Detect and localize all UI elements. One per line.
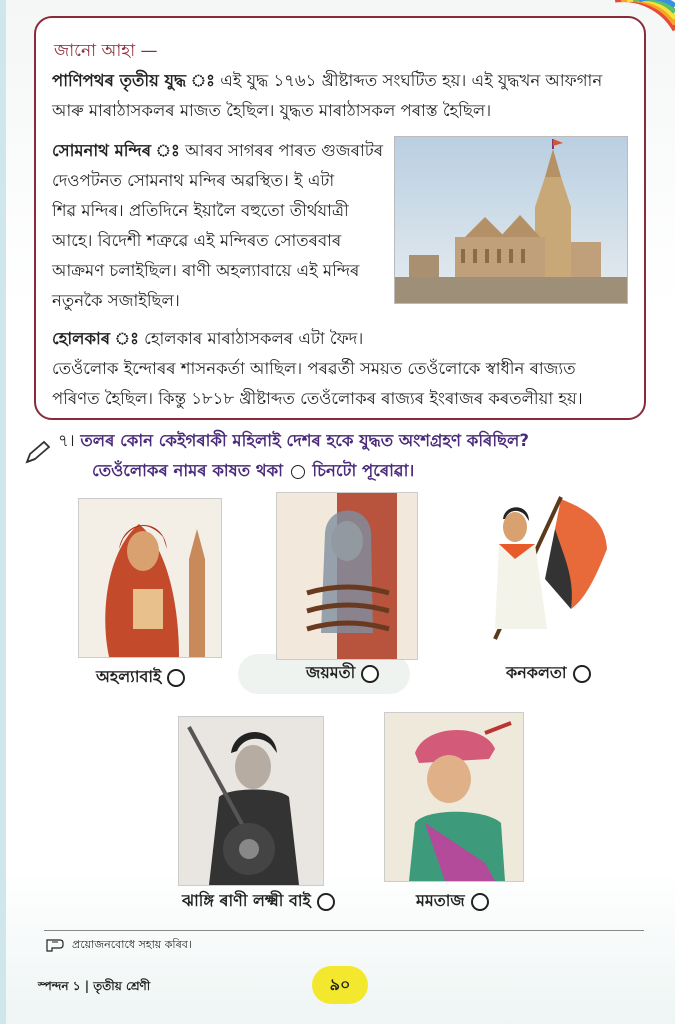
teacher-footnote <box>46 936 192 955</box>
jhansi-rani-option <box>182 888 335 915</box>
panipath-heading: পাণিপথৰ তৃতীয় যুদ্ধ ঃ <box>52 71 215 90</box>
holkar-line-1: হোলকাৰ মাৰাঠাসকলৰ এটা ফৈদ। <box>138 329 364 348</box>
textbook-page <box>6 0 675 1024</box>
question-line-2b: চিনটো পূৰোৱা। <box>312 461 415 480</box>
ahalyabai-label: অহল্যাবাই <box>96 667 162 686</box>
panipath-paragraph <box>52 66 632 126</box>
pencil-icon <box>24 440 52 470</box>
holkar-paragraph <box>52 324 642 414</box>
somnath-line-6: নতুনকৈ সজাইছিল। <box>52 291 180 310</box>
joymoti-label: জয়মতী <box>306 663 356 682</box>
page-number-badge: ৯০ <box>312 966 368 1004</box>
question-line-2a: তেওঁলোকৰ নামৰ কাষত থকা <box>92 461 283 480</box>
joymoti-option <box>306 660 379 687</box>
mumtaz-checkbox[interactable] <box>471 893 489 911</box>
holkar-line-3: পৰিণত হৈছিল। কিন্তু ১৮১৮ খ্ৰীষ্টাব্দত তেওঁলোকৰ ৰাজ্যৰ ইংৰাজৰ কৰতলীয়া হয়। <box>52 389 583 408</box>
box-title: জানো আহা — <box>54 41 158 61</box>
panipath-line-1: এই যুদ্ধ ১৭৬১ খ্ৰীষ্টাব্দত সংঘটিত হয়। এই যুদ্ধখন আফগান <box>214 71 603 90</box>
question-line-1: তলৰ কোন কেইগৰাকী মহিলাই দেশৰ হকে যুদ্ধত অংশগ্ৰহণ কৰিছিল? <box>80 431 529 450</box>
somnath-paragraph <box>52 136 392 316</box>
joymoti-checkbox[interactable] <box>361 665 379 683</box>
question-number: ৭। <box>58 431 75 450</box>
kanaklata-checkbox[interactable] <box>573 665 591 683</box>
joymoti-image <box>276 492 418 660</box>
somnath-temple-image <box>394 136 628 304</box>
somnath-line-1: আৰব সাগৰৰ পাৰত গুজৰাটৰ <box>179 141 384 160</box>
holkar-line-2: তেওঁলোক ইন্দোৰৰ শাসনকৰ্তা আছিল। পৰৱৰ্তী সময়ত তেওঁলোকে স্বাধীন ৰাজ্যত <box>52 359 576 378</box>
hand-pointer-icon <box>46 936 68 955</box>
book-title: স্পন্দন ১ | তৃতীয় শ্ৰেণী <box>38 979 151 993</box>
ahalyabai-option <box>96 664 185 691</box>
kanaklata-label: কনকলতা <box>506 663 567 682</box>
kanaklata-image <box>474 488 616 650</box>
circle-symbol-icon <box>291 465 305 479</box>
somnath-line-4: আহে। বিদেশী শত্ৰুৱে এই মন্দিৰত সোতৰবাৰ <box>52 231 342 250</box>
jhansi-rani-checkbox[interactable] <box>317 893 335 911</box>
mumtaz-image <box>384 712 524 882</box>
jhansi-rani-image <box>178 716 324 886</box>
somnath-line-3: শিৱ মন্দিৰ। প্ৰতিদিনে ইয়ালৈ বহুতো তীৰ্থযাত্ৰী <box>52 201 349 220</box>
somnath-heading: সোমনাথ মন্দিৰ ঃ <box>52 141 180 160</box>
footer-divider <box>44 930 644 931</box>
holkar-heading: হোলকাৰ ঃ <box>52 329 139 348</box>
panipath-line-2: আৰু মাৰাঠাসকলৰ মাজত হৈছিল। যুদ্ধত মাৰাঠাসকল পৰাস্ত হৈছিল। <box>52 101 492 120</box>
footnote-text: প্ৰয়োজনবোধে সহায় কৰিব। <box>72 938 192 951</box>
somnath-line-5: আক্ৰমণ চলাইছিল। ৰাণী অহল্যাবায়ে এই মন্দিৰ <box>52 261 360 280</box>
ahalyabai-checkbox[interactable] <box>167 669 185 687</box>
question-7 <box>58 426 529 486</box>
mumtaz-option <box>416 888 489 915</box>
kanaklata-option <box>506 660 591 687</box>
mumtaz-label: মমতাজ <box>416 891 465 910</box>
somnath-line-2: দেওপটনত সোমনাথ মন্দিৰ অৱস্থিত। ই এটা <box>52 171 335 190</box>
know-more-box <box>34 16 646 420</box>
ahalyabai-image <box>78 498 222 658</box>
jhansi-rani-label: ঝাঙ্গি ৰাণী লক্ষ্মী বাই <box>182 891 311 910</box>
